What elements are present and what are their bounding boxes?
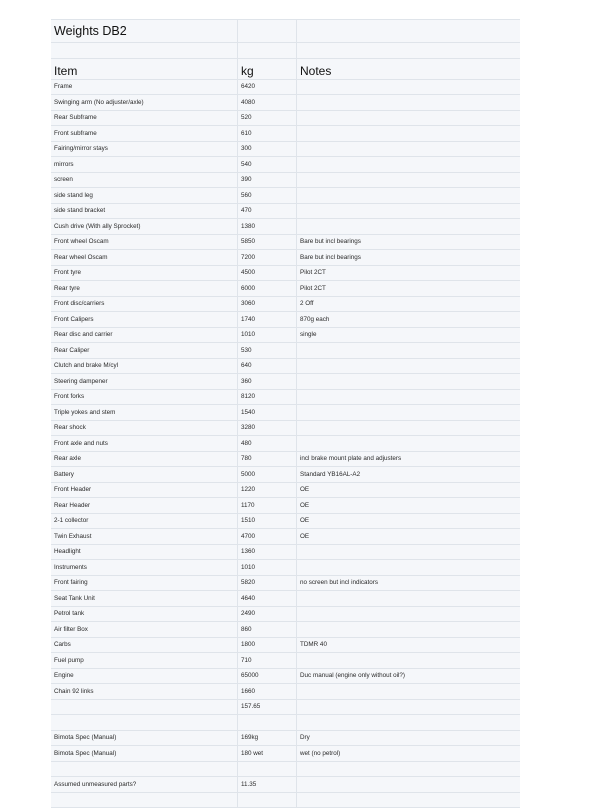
cell-kg: 470 (238, 204, 297, 219)
cell-notes: Pilot 2CT (297, 266, 520, 281)
cell-kg: 5820 (238, 576, 297, 591)
cell-kg: 520 (238, 111, 297, 126)
cell-notes: Duc manual (engine only without oil?) (297, 669, 520, 684)
table-row (51, 142, 520, 158)
cell-item: side stand bracket (51, 204, 238, 219)
cell-item: Swinging arm (No adjuster/axle) (51, 95, 238, 110)
table-row (51, 436, 520, 452)
table-row (51, 638, 520, 654)
cell-notes (297, 607, 520, 622)
cell-notes: Dry (297, 731, 520, 746)
cell-item: Rear Caliper (51, 343, 238, 358)
cell-notes: no screen but incl indicators (297, 576, 520, 591)
table-row (51, 483, 520, 499)
cell-kg: 530 (238, 343, 297, 358)
table-row (51, 591, 520, 607)
cell-kg: 300 (238, 142, 297, 157)
cell-kg: 1220 (238, 483, 297, 498)
cell-item: Front Calipers (51, 312, 238, 327)
cell-notes: OE (297, 529, 520, 544)
cell-notes: Standard YB16AL-A2 (297, 467, 520, 482)
cell-notes (297, 188, 520, 203)
table-row (51, 95, 520, 111)
cell-item: Fuel pump (51, 653, 238, 668)
table-row (51, 328, 520, 344)
table-row (51, 777, 520, 793)
table-row (51, 374, 520, 390)
header-kg: kg (238, 59, 297, 79)
header-item: Item (51, 59, 238, 79)
blank-row (51, 43, 520, 59)
cell-notes (297, 173, 520, 188)
cell-notes (297, 560, 520, 575)
cell-item: Rear tyre (51, 281, 238, 296)
cell-kg (238, 762, 297, 777)
cell-item: Rear axle (51, 452, 238, 467)
cell-notes (297, 142, 520, 157)
cell-notes: Bare but incl bearings (297, 235, 520, 250)
table-row (51, 343, 520, 359)
table-row (51, 235, 520, 251)
table-row (51, 297, 520, 313)
cell-kg: 5850 (238, 235, 297, 250)
table-row (51, 281, 520, 297)
table-row (51, 576, 520, 592)
table-row (51, 467, 520, 483)
cell-notes (297, 684, 520, 699)
cell-item (51, 715, 238, 730)
cell-notes (297, 762, 520, 777)
cell-item: Headlight (51, 545, 238, 560)
cell-notes: TDMR 40 (297, 638, 520, 653)
table-row (51, 405, 520, 421)
cell-notes: 2 Off (297, 297, 520, 312)
table-row (51, 746, 520, 762)
cell-notes (297, 126, 520, 141)
table-row (51, 793, 520, 808)
cell-kg: 2490 (238, 607, 297, 622)
cell-kg: 610 (238, 126, 297, 141)
cell-notes: OE (297, 498, 520, 513)
table-row (51, 359, 520, 375)
table-row (51, 266, 520, 282)
cell-item: Rear wheel Oscam (51, 250, 238, 265)
cell-kg: 540 (238, 157, 297, 172)
cell-notes: incl brake mount plate and adjusters (297, 452, 520, 467)
cell-kg: 8120 (238, 390, 297, 405)
cell-item: Front Header (51, 483, 238, 498)
cell-kg: 1660 (238, 684, 297, 699)
table-row (51, 762, 520, 778)
cell-kg: 560 (238, 188, 297, 203)
cell-notes (297, 374, 520, 389)
cell-notes (297, 653, 520, 668)
cell-item: Twin Exhaust (51, 529, 238, 544)
cell-kg: 1380 (238, 219, 297, 234)
title-cell-empty (238, 20, 297, 42)
cell-kg: 4700 (238, 529, 297, 544)
cell-kg: 169kg (238, 731, 297, 746)
cell-item: Bimota Spec (Manual) (51, 746, 238, 761)
cell-notes (297, 545, 520, 560)
cell-notes (297, 622, 520, 637)
cell-kg: 4080 (238, 95, 297, 110)
cell-kg: 710 (238, 653, 297, 668)
table-row (51, 188, 520, 204)
cell-kg: 1170 (238, 498, 297, 513)
cell-kg: 1740 (238, 312, 297, 327)
table-row (51, 250, 520, 266)
cell-notes (297, 390, 520, 405)
cell-item: Clutch and brake M/cyl (51, 359, 238, 374)
cell-item: Rear Subframe (51, 111, 238, 126)
table-row (51, 715, 520, 731)
cell-kg: 6000 (238, 281, 297, 296)
cell-notes (297, 359, 520, 374)
cell-notes: OE (297, 514, 520, 529)
table-row (51, 669, 520, 685)
table-row (51, 157, 520, 173)
cell-item: Air filter Box (51, 622, 238, 637)
cell-notes (297, 777, 520, 792)
table-row (51, 731, 520, 747)
weights-table (51, 19, 520, 808)
cell-item: Chain 92 links (51, 684, 238, 699)
cell-item: screen (51, 173, 238, 188)
cell-item: Steering dampener (51, 374, 238, 389)
cell-item: Front wheel Oscam (51, 235, 238, 250)
cell-item: Battery (51, 467, 238, 482)
table-row (51, 173, 520, 189)
cell-kg: 640 (238, 359, 297, 374)
cell-item: Front disc/carriers (51, 297, 238, 312)
cell-notes: single (297, 328, 520, 343)
cell-kg: 5000 (238, 467, 297, 482)
cell-kg: 4500 (238, 266, 297, 281)
table-row (51, 390, 520, 406)
cell-notes (297, 405, 520, 420)
cell-item: Assumed unmeasured parts? (51, 777, 238, 792)
cell-kg: 480 (238, 436, 297, 451)
cell-notes (297, 219, 520, 234)
cell-kg: 3060 (238, 297, 297, 312)
cell-item: mirrors (51, 157, 238, 172)
cell-notes: 870g each (297, 312, 520, 327)
cell-item: Front subframe (51, 126, 238, 141)
cell-kg: 3280 (238, 421, 297, 436)
cell-item: Instruments (51, 560, 238, 575)
cell-kg: 6420 (238, 80, 297, 95)
table-row (51, 700, 520, 716)
cell-notes (297, 111, 520, 126)
title-row (51, 20, 520, 43)
cell-item: Fairing/mirror stays (51, 142, 238, 157)
cell-kg: 1010 (238, 560, 297, 575)
cell-notes (297, 421, 520, 436)
cell-notes (297, 204, 520, 219)
table-row (51, 204, 520, 220)
cell-kg: 1010 (238, 328, 297, 343)
table-row (51, 312, 520, 328)
cell-notes (297, 591, 520, 606)
table-row (51, 607, 520, 623)
cell-notes (297, 80, 520, 95)
cell-notes (297, 95, 520, 110)
table-row (51, 653, 520, 669)
cell-item: Rear Header (51, 498, 238, 513)
cell-notes: Bare but incl bearings (297, 250, 520, 265)
cell-item: Bimota Spec (Manual) (51, 731, 238, 746)
cell-item: Front fairing (51, 576, 238, 591)
table-row (51, 421, 520, 437)
table-row (51, 514, 520, 530)
cell-item (51, 700, 238, 715)
cell-notes: Pilot 2CT (297, 281, 520, 296)
cell-notes (297, 157, 520, 172)
cell-notes: OE (297, 483, 520, 498)
cell-kg (238, 715, 297, 730)
header-row (51, 59, 520, 80)
cell-item: Carbs (51, 638, 238, 653)
cell-notes (297, 700, 520, 715)
table-row (51, 529, 520, 545)
table-row (51, 126, 520, 142)
cell-kg: 860 (238, 622, 297, 637)
cell-kg: 780 (238, 452, 297, 467)
table-row (51, 684, 520, 700)
cell-kg: 65000 (238, 669, 297, 684)
cell-kg: 360 (238, 374, 297, 389)
cell-kg: 1540 (238, 405, 297, 420)
cell-kg: 4640 (238, 591, 297, 606)
table-row (51, 111, 520, 127)
cell-item: Rear disc and carrier (51, 328, 238, 343)
table-row (51, 560, 520, 576)
table-row (51, 80, 520, 96)
cell-item: Front axle and nuts (51, 436, 238, 451)
sheet-title: Weights DB2 (51, 20, 238, 42)
cell-item: Seat Tank Unit (51, 591, 238, 606)
cell-item: Rear shock (51, 421, 238, 436)
cell-item: Engine (51, 669, 238, 684)
cell-kg: 157.65 (238, 700, 297, 715)
title-cell-empty (297, 20, 520, 42)
header-notes: Notes (297, 59, 520, 79)
cell-notes (297, 343, 520, 358)
table-row (51, 498, 520, 514)
cell-notes (297, 715, 520, 730)
cell-item: Frame (51, 80, 238, 95)
cell-item: Front forks (51, 390, 238, 405)
cell-kg: 1510 (238, 514, 297, 529)
table-row (51, 545, 520, 561)
cell-item: Triple yokes and stem (51, 405, 238, 420)
cell-notes: wet (no petrol) (297, 746, 520, 761)
table-row (51, 452, 520, 468)
table-row (51, 219, 520, 235)
table-body (51, 80, 520, 808)
cell-kg: 1360 (238, 545, 297, 560)
cell-item: side stand leg (51, 188, 238, 203)
cell-kg: 7200 (238, 250, 297, 265)
cell-kg: 1800 (238, 638, 297, 653)
cell-item: Petrol tank (51, 607, 238, 622)
cell-item (51, 762, 238, 777)
cell-item: Front tyre (51, 266, 238, 281)
cell-kg: 11.35 (238, 777, 297, 792)
cell-notes (297, 436, 520, 451)
cell-kg: 390 (238, 173, 297, 188)
cell-item: 2-1 collector (51, 514, 238, 529)
table-row (51, 622, 520, 638)
cell-kg: 180 wet (238, 746, 297, 761)
cell-item: Cush drive (With ally Sprocket) (51, 219, 238, 234)
